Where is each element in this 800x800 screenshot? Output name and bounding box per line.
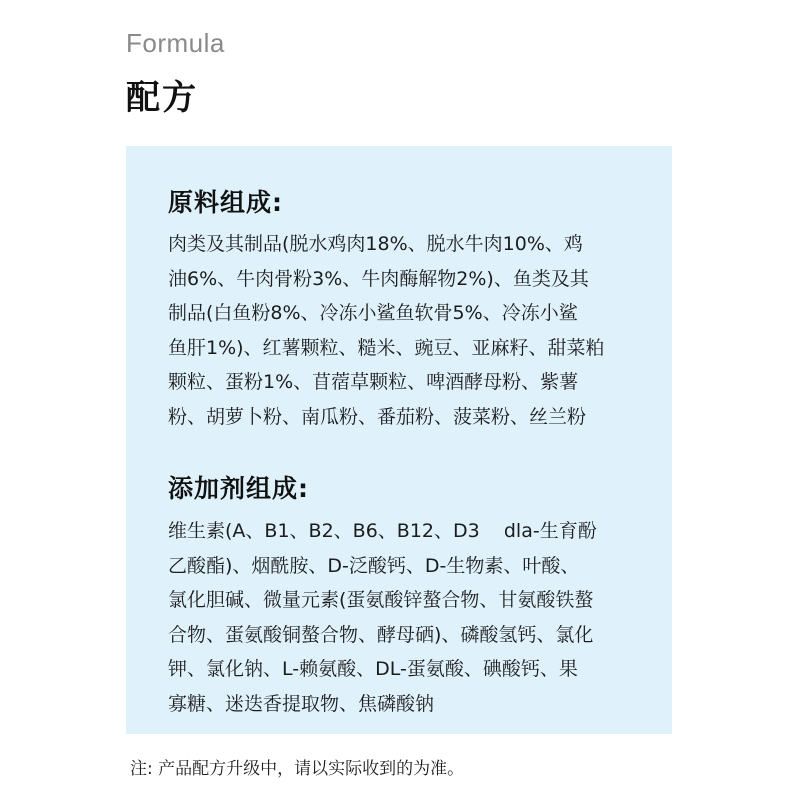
additives-heading: 添加剂组成: bbox=[168, 474, 309, 503]
raw-materials-line: 颗粒、蛋粉1%、苜蓿草颗粒、啤酒酵母粉、紫薯 bbox=[168, 371, 579, 393]
raw-materials-line: 制品(白鱼粉8%、冷冻小鲨鱼软骨5%、冷冻小鲨 bbox=[168, 302, 578, 324]
additives-line: 乙酸酯)、烟酰胺、D-泛酸钙、D-生物素、叶酸、 bbox=[168, 554, 580, 577]
additives-line: 钾、氯化钠、L-赖氨酸、DL-蛋氨酸、碘酸钙、果 bbox=[168, 658, 578, 680]
additives-list bbox=[168, 514, 638, 721]
raw-materials-line: 油6%、牛肉骨粉3%、牛肉酶解物2%)、鱼类及其 bbox=[168, 267, 589, 290]
page-title: 配方 bbox=[126, 78, 198, 118]
raw-materials-heading: 原料组成: bbox=[168, 188, 283, 217]
additives-line: 维生素(A、B1、B2、B6、B12、D3 dla-生育酚 bbox=[168, 520, 597, 542]
footnote: 注: 产品配方升级中，请以实际收到的为准。 bbox=[130, 759, 465, 779]
raw-materials-line: 肉类及其制品(脱水鸡肉18%、脱水牛肉10%、鸡 bbox=[168, 233, 583, 255]
raw-materials-line: 粉、胡萝卜粉、南瓜粉、番茄粉、菠菜粉、丝兰粉 bbox=[168, 405, 587, 428]
additives-line: 氯化胆碱、微量元素(蛋氨酸锌螯合物、甘氨酸铁螯 bbox=[168, 589, 594, 611]
formula-subtitle: Formula bbox=[126, 28, 225, 58]
additives-line: 合物、蛋氨酸铜螯合物、酵母硒)、磷酸氢钙、氯化 bbox=[168, 623, 594, 646]
raw-materials-line: 鱼肝1%)、红薯颗粒、糙米、豌豆、亚麻籽、甜菜粕 bbox=[168, 336, 605, 359]
additives-line: 寡糖、迷迭香提取物、焦磷酸钠 bbox=[168, 692, 435, 715]
raw-materials-list bbox=[168, 227, 638, 434]
